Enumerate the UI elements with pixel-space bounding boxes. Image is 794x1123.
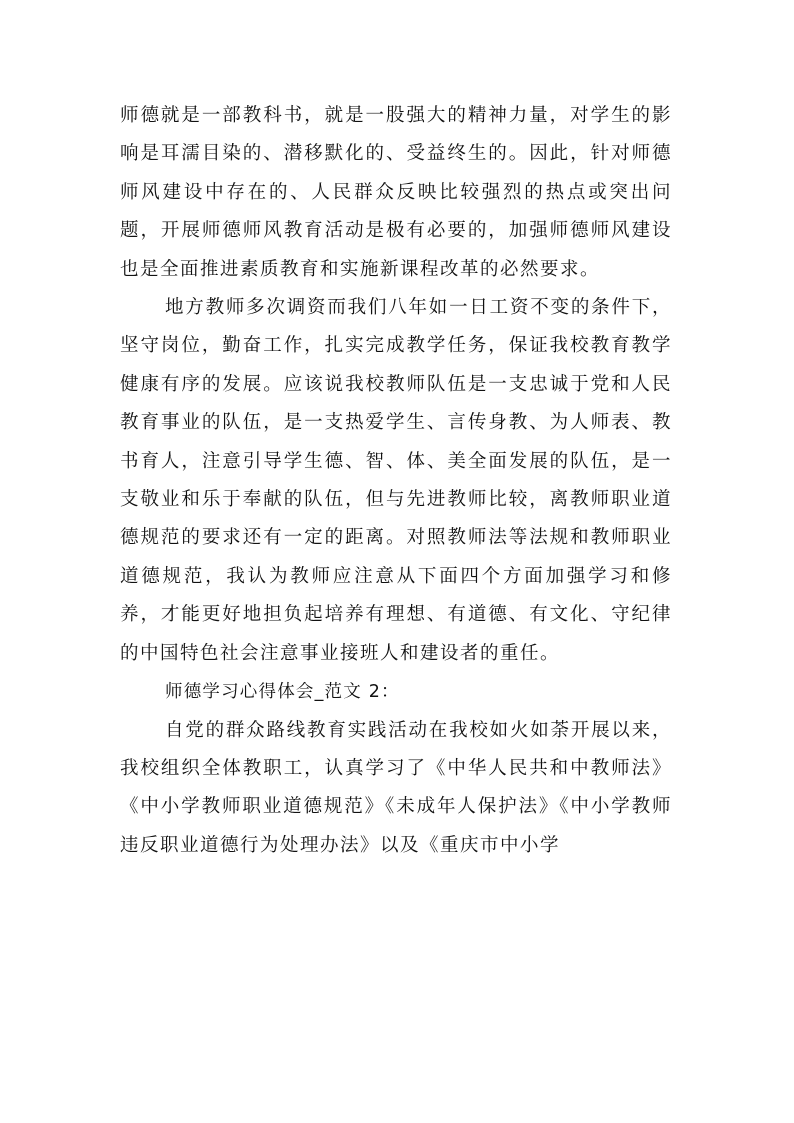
paragraph-2: 地方教师多次调资而我们八年如一日工资不变的条件下，坚守岗位，勤奋工作，扎实完成教学任务，保证我校教育教学健康有序的发展。应该说我校教师队伍是一支忠诚于党和人民教育事业的队伍，是一支热爱学生、言传身教、为人师表、教书育人，注意引导学生德、智、体、美全面发展的队伍，是一支敬业和乐于奉献的队伍，但与先进教师比较，离教师职业道德规范的要求还有一定的距离。对照教师法等法规和教师职业道德规范，我认为教师应注意从下面四个方面加强学习和修养，才能更好地担负起培养有理想、有道德、有文化、守纪律的中国特色社会注意事业接班人和建设者的重任。 [120,297,672,664]
section-heading: 师德学习心得体会_范文 2： [165,682,400,703]
paragraph-1: 师德就是一部教科书，就是一股强大的精神力量，对学生的影响是耳濡目染的、潜移默化的、受益终生的。因此，针对师德师风建设中存在的、人民群众反映比较强烈的热点或突出问题，开展师德师风教育活动是极有必要的，加强师德师风建设也是全面推进素质教育和实施新课程改革的必然要求。 [120,105,672,280]
paragraph-3: 自党的群众路线教育实践活动在我校如火如荼开展以来，我校组织全体教职工，认真学习了《中华人民共和中教师法》《中小学教师职业道德规范》《未成年人保护法》《中小学教师违反职业道德行为处理办法》以及《重庆市中小学 [120,719,672,856]
document-body [120,97,672,865]
